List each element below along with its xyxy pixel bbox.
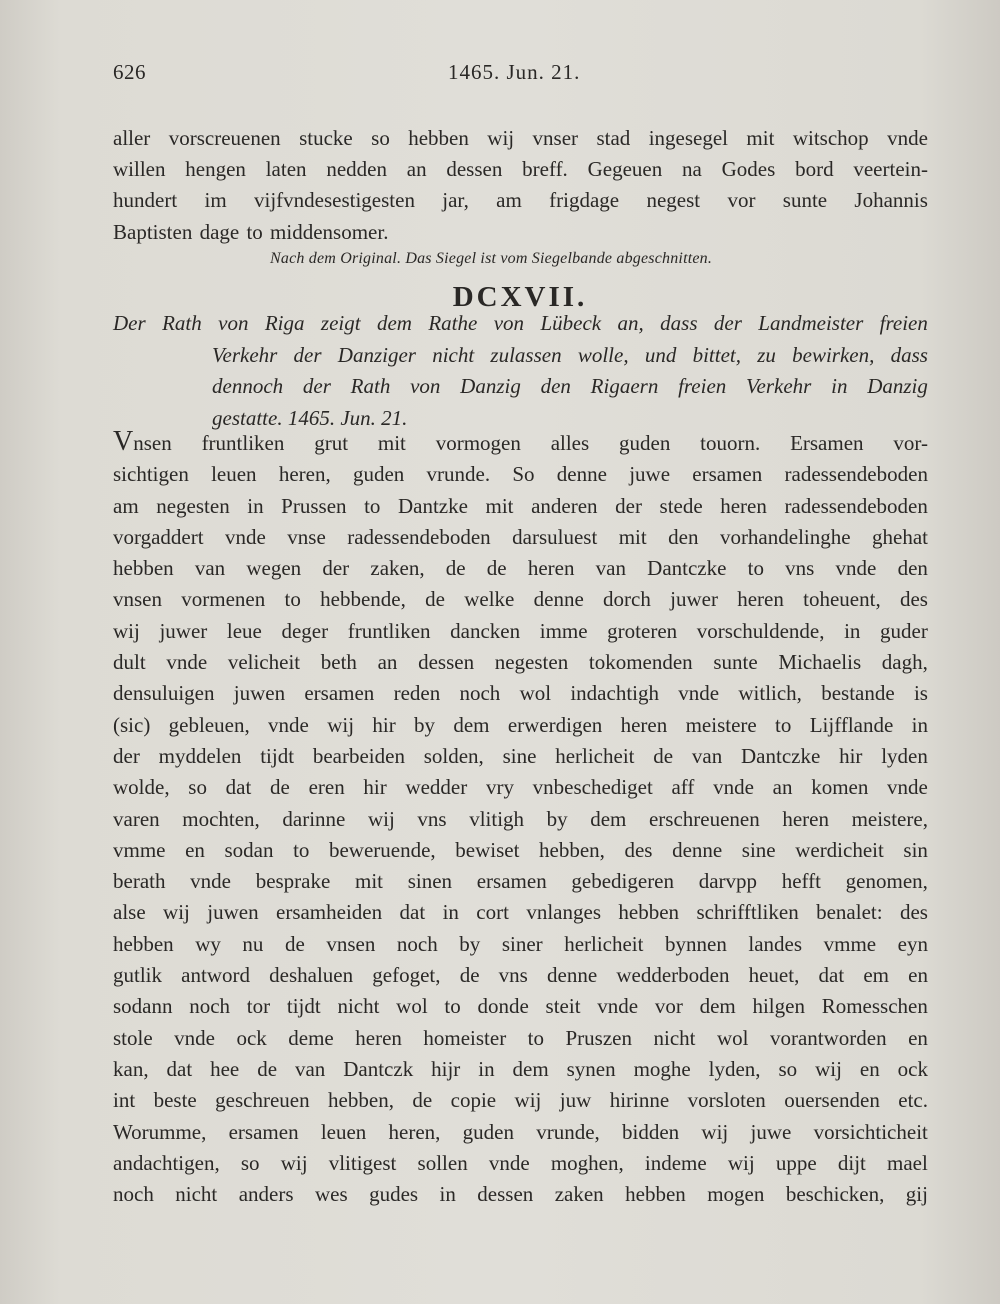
text-line: wolde, so dat de eren hir wedder vry vnbeschediget aff vnde an komen vnde: [113, 775, 928, 800]
text-line: berath vnde besprake mit sinen ersamen gebedigeren darvpp hefft genomen,: [113, 869, 928, 894]
text-line: sichtigen leuen heren, guden vrunde. So denne juwe ersamen radessendeboden: [113, 462, 928, 487]
first-line-text: nsen fruntliken grut mit vormogen alles guden touorn. Ersamen vor-: [133, 431, 928, 455]
text-line: sodann noch tor tijdt nicht wol to donde steit vnde vor dem hilgen Romesschen: [113, 994, 928, 1019]
text-line: hebben van wegen der zaken, de de heren van Dantczke to vns vnde den: [113, 556, 928, 581]
text-line: dult vnde velicheit beth an dessen negesten tokomenden sunte Michaelis dagh,: [113, 650, 928, 675]
letter-body: [113, 428, 928, 1210]
text-line: noch nicht anders wes gudes in dessen zaken hebben mogen beschicken, gij: [113, 1182, 928, 1207]
text-line: stole vnde ock deme heren homeister to Pruszen nicht wol vorantworden en: [113, 1025, 928, 1050]
text-line: gutlik antword deshaluen gefoget, de vns denne wedderboden heuet, dat em en: [113, 963, 928, 988]
document-summary: [113, 308, 928, 434]
text-line: willen hengen laten nedden an dessen breff. Gegeuen na Godes bord veertein-: [113, 157, 928, 182]
summary-line: Der Rath von Riga zeigt dem Rathe von Lübeck an, dass der Landmeister freien: [113, 311, 928, 335]
text-line: hundert im vijfvndesestigesten jar, am frigdage negest vor sunte Johannis: [113, 188, 928, 213]
text-line: am negesten in Prussen to Dantzke mit anderen der stede heren radessendeboden: [113, 493, 928, 518]
document-number-heading: DCXVII.: [452, 281, 588, 313]
summary-line: gestatte. 1465. Jun. 21.: [212, 405, 408, 430]
text-line: alse wij juwen ersamheiden dat in cort vnlanges hebben schrifftliken benalet: des: [113, 900, 928, 925]
text-line: vnsen vormenen to hebbende, de welke denne dorch juwer heren toheuent, des: [113, 587, 928, 612]
text-line: der myddelen tijdt bearbeiden solden, sine herlicheit de van Dantczke hir lyden: [113, 743, 928, 768]
summary-line: Verkehr der Danziger nicht zulassen wolle, und bittet, zu bewirken, dass: [212, 342, 928, 367]
page-header: [113, 60, 928, 90]
page-number: 626: [113, 60, 146, 84]
text-line: Worumme, ersamen leuen heren, guden vrunde, bidden wij juwe vorsichticheit: [113, 1119, 928, 1144]
text-line: (sic) gebleuen, vnde wij hir by dem erwerdigen heren meistere to Lijfflande in: [113, 712, 928, 737]
source-note: Nach dem Original. Das Siegel ist vom Siegelbande abgeschnitten.: [270, 250, 713, 267]
text-line: varen mochten, darinne wij vns vlitigh by dem erschreuenen heren meistere,: [113, 806, 928, 831]
letter-lines: [113, 459, 928, 1210]
summary-line: dennoch der Rath von Danzig den Rigaern freien Verkehr in Danzig: [212, 374, 928, 399]
text-line: densuluigen juwen ersamen reden noch wol indachtigh vnde witlich, bestande is: [113, 681, 928, 706]
running-head-date: 1465. Jun. 21.: [448, 60, 581, 84]
text-line: kan, dat hee de van Dantczk hijr in dem synen moghe lyden, so wij en ock: [113, 1056, 928, 1081]
first-text-line: [113, 428, 928, 459]
text-line: vmme en sodan to beweruende, bewiset hebben, des denne sine werdicheit sin: [113, 837, 928, 862]
text-line: wij juwer leue deger fruntliken dancken imme groteren vorschuldende, in guder: [113, 618, 928, 643]
text-line: int beste geschreuen hebben, de copie wij juw hirinne vorsloten ouersenden etc.: [113, 1088, 928, 1113]
text-line: hebben wy nu de vnsen noch by siner herlicheit bynnen landes vmme eyn: [113, 931, 928, 956]
text-line: vorgaddert vnde vnse radessendeboden darsuluest mit den vorhandelinghe ghehat: [113, 524, 928, 549]
text-line: andachtigen, so wij vlitigest sollen vnde moghen, indeme wij uppe dijt mael: [113, 1150, 928, 1175]
text-line: aller vorscreuenen stucke so hebben wij vnser stad ingesegel mit witschop vnde: [113, 126, 928, 150]
text-line: Baptisten dage to middensomer.: [113, 219, 389, 244]
closing-paragraph-previous-document: [113, 123, 928, 248]
first-line-left: V nsen fruntliken grut mit vormogen alles guden touorn. Ersamen vor-: [113, 428, 928, 459]
